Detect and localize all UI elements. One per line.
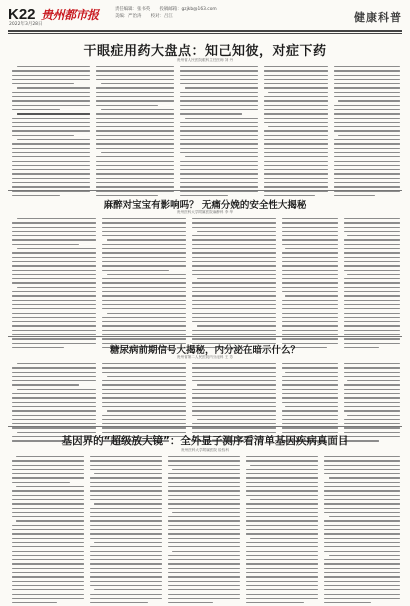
- article-2-column-2: [102, 218, 186, 351]
- article-2-column-4: [282, 218, 338, 351]
- designer: 美编：严治涛: [115, 13, 142, 19]
- article-1-column-5: [334, 66, 400, 199]
- article-1-headline: 干眼症用药大盘点：知己知彼，对症下药: [83, 44, 327, 59]
- article-2-headline: 麻醉对宝宝有影响吗？ 无痛分娩的安全性大揭秘: [103, 200, 307, 211]
- article-4-headline: 基因界的“超级放大镜”：全外显子测序看清单基因疾病真面目: [61, 435, 349, 447]
- article-3-headline: 糖尿病前期信号大揭秘，内分泌在暗示什么？: [109, 345, 300, 356]
- masthead: [8, 4, 402, 30]
- article-1-column-4: [264, 66, 328, 199]
- article-2-column-5: [344, 218, 400, 351]
- article-divider-1: [8, 190, 402, 191]
- masthead-rule: [8, 30, 402, 32]
- article-2-byline: 贵州医科大学附属医院麻醉科 李 华: [176, 210, 234, 214]
- article-4-column-2: [90, 456, 162, 606]
- article-4-byline: 贵州医科大学附属医院 检验科: [181, 448, 229, 452]
- article-1-byline: 贵州省人民医院眼科主任医师 刘 丹: [176, 58, 234, 62]
- issue-date: 2022年3月28日: [9, 22, 43, 27]
- proofreader: 校对：吕江: [150, 13, 173, 19]
- article-3-byline: 贵州省第二人民医院内分泌科 王 芳: [176, 355, 234, 359]
- article-1-column-1: [12, 66, 90, 199]
- article-4-column-3: [168, 456, 240, 606]
- article-2-column-1: [12, 218, 96, 351]
- article-4-column-4: [246, 456, 318, 606]
- article-1-column-2: [96, 66, 174, 199]
- section-title: 健康科普: [354, 12, 402, 24]
- email: 投稿邮箱：gzjkb@163.com: [159, 7, 217, 12]
- article-4-column-1: [12, 456, 84, 606]
- article-2-column-3: [192, 218, 276, 351]
- masthead-rule-thin: [8, 33, 402, 34]
- article-divider-2: [8, 336, 402, 337]
- article-divider-3: [8, 426, 402, 427]
- page-number: K22: [8, 6, 36, 23]
- editor: 责任编辑：张书英: [115, 7, 151, 12]
- article-1-column-3: [180, 66, 258, 199]
- paper-name: 贵州都市报: [41, 8, 99, 22]
- article-4-column-5: [324, 456, 400, 606]
- editorial-info: [115, 7, 315, 20]
